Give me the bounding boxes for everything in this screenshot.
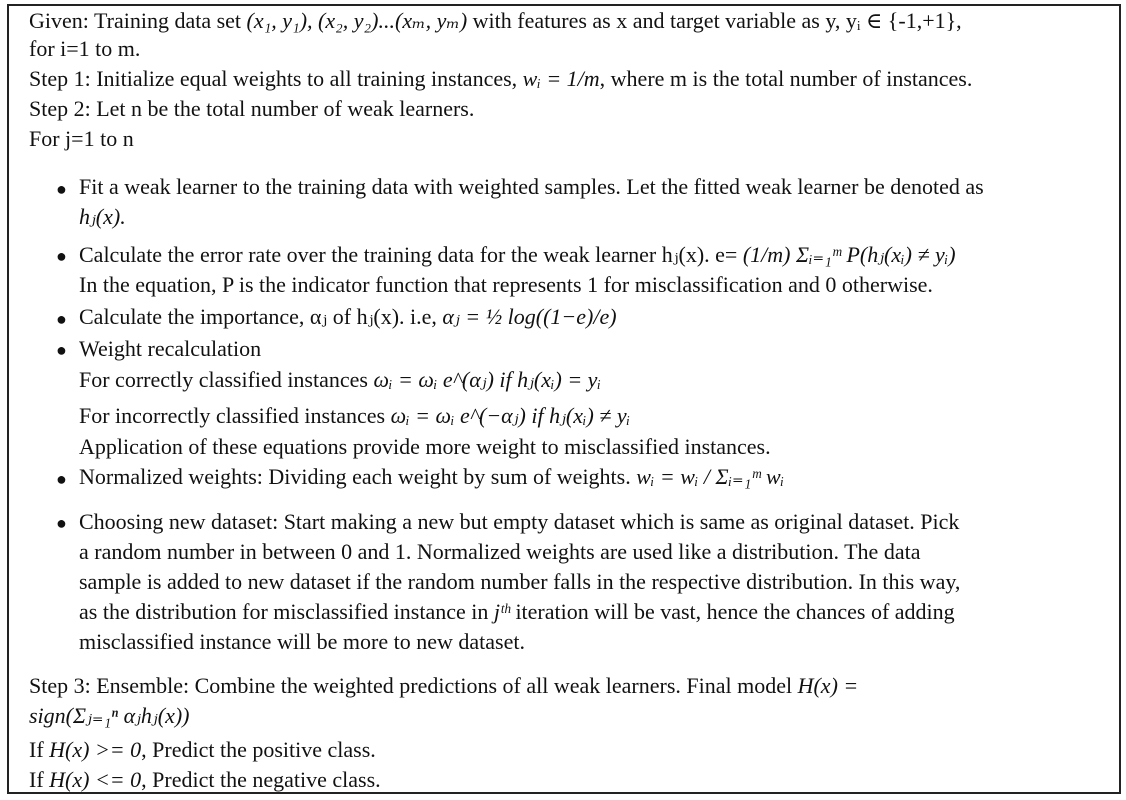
bullet-dot: ● bbox=[56, 246, 67, 266]
choose-dataset-5: misclassified instance will be more to new dataset. bbox=[79, 629, 525, 654]
bullet-dot: ● bbox=[56, 469, 67, 489]
weight-correct: For correctly classified instances ωᵢ = ωᵢ e^(αⱼ) if hⱼ(xᵢ) = yᵢ bbox=[79, 367, 601, 392]
error-rate: Calculate the error rate over the training data for the weak learner hⱼ(x). e= (1/m) Σᵢ₌₁ᵐ P(hⱼ(xᵢ) ≠ yᵢ) bbox=[79, 242, 956, 267]
error-note: In the equation, P is the indicator function that represents 1 for misclassification and 0 otherwise. bbox=[79, 272, 933, 297]
step-3: Step 3: Ensemble: Combine the weighted predictions of all weak learners. Final model H(x) = bbox=[29, 673, 859, 698]
bullet-dot: ● bbox=[56, 513, 67, 533]
choose-dataset-2: a random number in between 0 and 1. Normalized weights are used like a distribution. The data bbox=[79, 539, 921, 564]
step-1: Step 1: Initialize equal weights to all training instances, wᵢ = 1/m, where m is the total number of instances. bbox=[29, 66, 973, 91]
weight-note: Application of these equations provide more weight to misclassified instances. bbox=[79, 434, 771, 459]
algorithm-box bbox=[7, 4, 1121, 794]
incorrect-formula: ωᵢ = ωᵢ e^(−αⱼ) if hⱼ(xᵢ) ≠ yᵢ bbox=[390, 403, 631, 428]
step-2: Step 2: Let n be the total number of weak learners. bbox=[29, 96, 475, 121]
dataset-math: (x₁, y₁), (x₂, y₂)...(xₘ, yₘ) bbox=[246, 8, 468, 33]
bullet-dot: ● bbox=[56, 340, 67, 360]
error-formula: (1/m) Σᵢ₌₁ᵐ P(hⱼ(xᵢ) ≠ yᵢ) bbox=[742, 242, 956, 267]
correct-formula: ωᵢ = ωᵢ e^(αⱼ) if hⱼ(xᵢ) = yᵢ bbox=[373, 367, 601, 392]
weight-recalc-title: Weight recalculation bbox=[79, 336, 262, 361]
final-model-math: H(x) = bbox=[797, 673, 859, 698]
choose-dataset-1: Choosing new dataset: Start making a new but empty dataset which is same as original dataset. Pick bbox=[79, 509, 960, 534]
choose-dataset-4: as the distribution for misclassified instance in jᵗʰ iteration will be vast, hence the chances of adding bbox=[79, 599, 955, 624]
weight-incorrect: For incorrectly classified instances ωᵢ = ωᵢ e^(−αⱼ) if hⱼ(xᵢ) ≠ yᵢ bbox=[79, 403, 631, 428]
fit-weak-learner-cont: hⱼ(x). bbox=[79, 204, 126, 229]
given-line: Given: Training data set (x₁, y₁), (x₂, y₂)...(xₘ, yₘ) with features as x and target variable as y, yᵢ ∈ {-1,+1}, bbox=[29, 8, 962, 33]
negative-rule: If H(x) <= 0, Predict the negative class. bbox=[29, 767, 381, 792]
bullet-dot: ● bbox=[56, 179, 67, 199]
importance: Calculate the importance, αⱼ of hⱼ(x). i.e, αⱼ = ½ log((1−e)/e) bbox=[79, 304, 617, 329]
choose-dataset-3: sample is added to new dataset if the random number falls in the respective distribution. In this way, bbox=[79, 569, 961, 594]
iteration-math: jᵗʰ bbox=[493, 599, 510, 624]
normalized-weights: Normalized weights: Dividing each weight by sum of weights. wᵢ = wᵢ / Σᵢ₌₁ᵐ wᵢ bbox=[79, 464, 785, 489]
fit-weak-learner: Fit a weak learner to the training data with weighted samples. Let the fitted weak learner be denoted as bbox=[79, 174, 984, 199]
importance-formula: αⱼ = ½ log((1−e)/e) bbox=[442, 304, 617, 329]
init-weight-math: wᵢ = 1/m bbox=[522, 66, 600, 91]
bullet-dot: ● bbox=[56, 309, 67, 329]
given-line-2: for i=1 to m. bbox=[29, 36, 141, 61]
step-3-formula: sign(Σⱼ₌₁ⁿ αⱼhⱼ(x)) bbox=[29, 703, 190, 728]
normalize-formula: wᵢ = wᵢ / Σᵢ₌₁ᵐ wᵢ bbox=[636, 464, 785, 489]
positive-rule: If H(x) >= 0, Predict the positive class. bbox=[29, 737, 376, 762]
for-loop: For j=1 to n bbox=[29, 126, 134, 151]
